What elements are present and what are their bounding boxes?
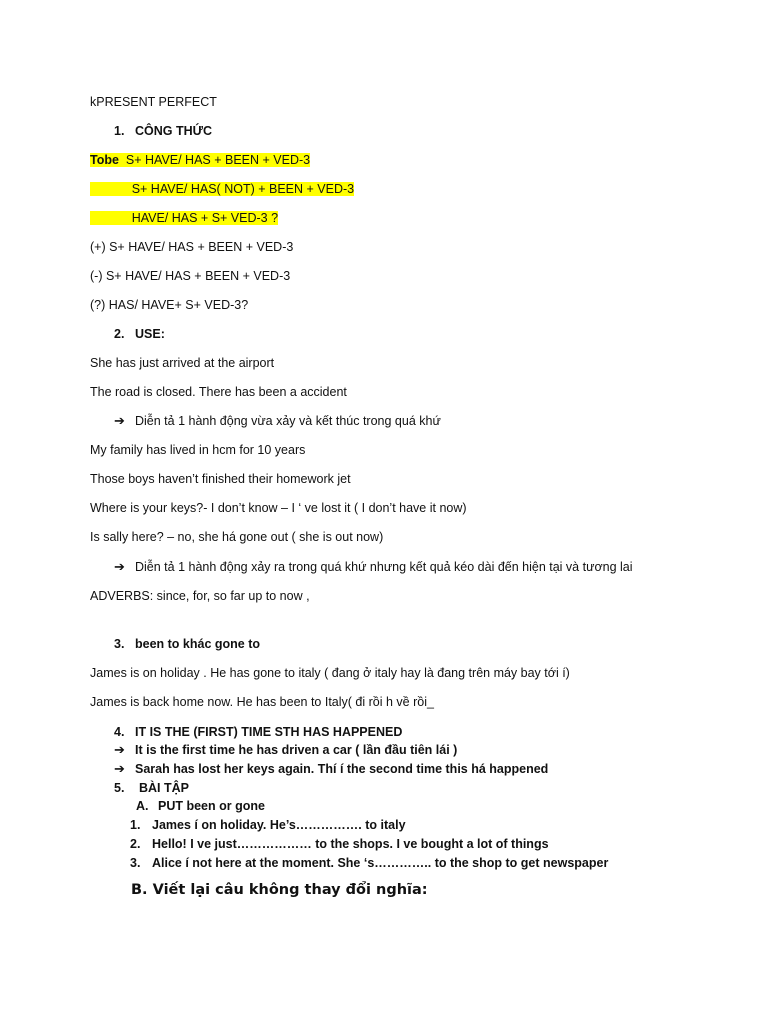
exercise-item-text: Alice í not here at the moment. She ‘s………….. to the shop to get newspaper — [152, 856, 609, 870]
exercise-a-heading: PUT been or gone — [158, 799, 265, 813]
tobe-affirmative-text: S+ HAVE/ HAS + BEEN + VED-3 — [125, 153, 311, 167]
section-3-number: 3. — [114, 637, 125, 651]
use-example: The road is closed. There has been a accident — [90, 385, 347, 399]
section-5-number: 5. — [114, 781, 125, 795]
section-3-heading: been to khác gone to — [135, 637, 261, 651]
section-4-number: 4. — [114, 725, 125, 739]
tobe-negative-text: S+ HAVE/ HAS( NOT) + BEEN + VED-3 — [131, 182, 355, 196]
exercise-item-number: 3. — [130, 856, 141, 870]
formula-tobe-negative — [90, 181, 354, 197]
use-example: She has just arrived at the airport — [90, 356, 275, 370]
formula-negative: (-) S+ HAVE/ HAS + BEEN + VED-3 — [90, 269, 291, 283]
arrow-right-icon: ➔ — [114, 413, 125, 428]
section-2-number: 2. — [114, 327, 125, 341]
exercise-item-number: 2. — [130, 837, 141, 851]
use-example: Those boys haven’t finished their homework jet — [90, 472, 351, 486]
exercise-item-number: 1. — [130, 818, 141, 832]
tobe-label: Tobe — [90, 153, 119, 167]
been-gone-example: James is back home now. He has been to Italy( đi rồi h về rồi_ — [90, 695, 434, 709]
second-time-note: Sarah has lost her keys again. Thí í the second time this há happened — [135, 762, 549, 776]
section-1-number: 1. — [114, 124, 125, 138]
arrow-right-icon: ➔ — [114, 742, 125, 757]
section-4-heading: IT IS THE (FIRST) TIME STH HAS HAPPENED — [135, 725, 403, 739]
been-gone-example: James is on holiday . He has gone to italy ( đang ở italy hay là đang trên máy bay tới í) — [90, 666, 570, 680]
arrow-right-icon: ➔ — [114, 761, 125, 776]
exercise-a-letter: A. — [136, 799, 149, 813]
exercise-b-heading: B. Viết lại câu không thay đổi nghĩa: — [131, 882, 428, 898]
use-note: Diễn tả 1 hành động vừa xảy và kết thúc trong quá khứ — [135, 414, 441, 428]
exercise-item-text: James í on holiday. He’s……………. to italy — [152, 818, 406, 832]
use-note: Diễn tả 1 hành động xảy ra trong quá khứ nhưng kết quả kéo dài đến hiện tại và tương lai — [135, 560, 633, 574]
formula-tobe-affirmative — [90, 152, 310, 168]
formula-tobe-question — [90, 210, 278, 226]
use-example: Is sally here? – no, she há gone out ( she is out now) — [90, 530, 384, 544]
formula-affirmative: (+) S+ HAVE/ HAS + BEEN + VED-3 — [90, 240, 294, 254]
use-example: Where is your keys?- I don’t know – I ‘ ve lost it ( I don’t have it now) — [90, 501, 467, 515]
section-5-heading: BÀI TẬP — [139, 781, 189, 795]
section-1-heading: CÔNG THỨC — [135, 124, 213, 138]
adverbs-line: ADVERBS: since, for, so far up to now , — [90, 589, 310, 603]
formula-question: (?) HAS/ HAVE+ S+ VED-3? — [90, 298, 249, 312]
arrow-right-icon: ➔ — [114, 559, 125, 574]
first-time-note: It is the first time he has driven a car ( lần đầu tiên lái ) — [135, 743, 458, 757]
exercise-item-text: Hello! I ve just……………… to the shops. I ve bought a lot of things — [152, 837, 549, 851]
section-2-heading: USE: — [135, 327, 165, 341]
document-title: kPRESENT PERFECT — [90, 95, 217, 109]
use-example: My family has lived in hcm for 10 years — [90, 443, 306, 457]
tobe-question-text: HAVE/ HAS + S+ VED-3 ? — [131, 211, 279, 225]
